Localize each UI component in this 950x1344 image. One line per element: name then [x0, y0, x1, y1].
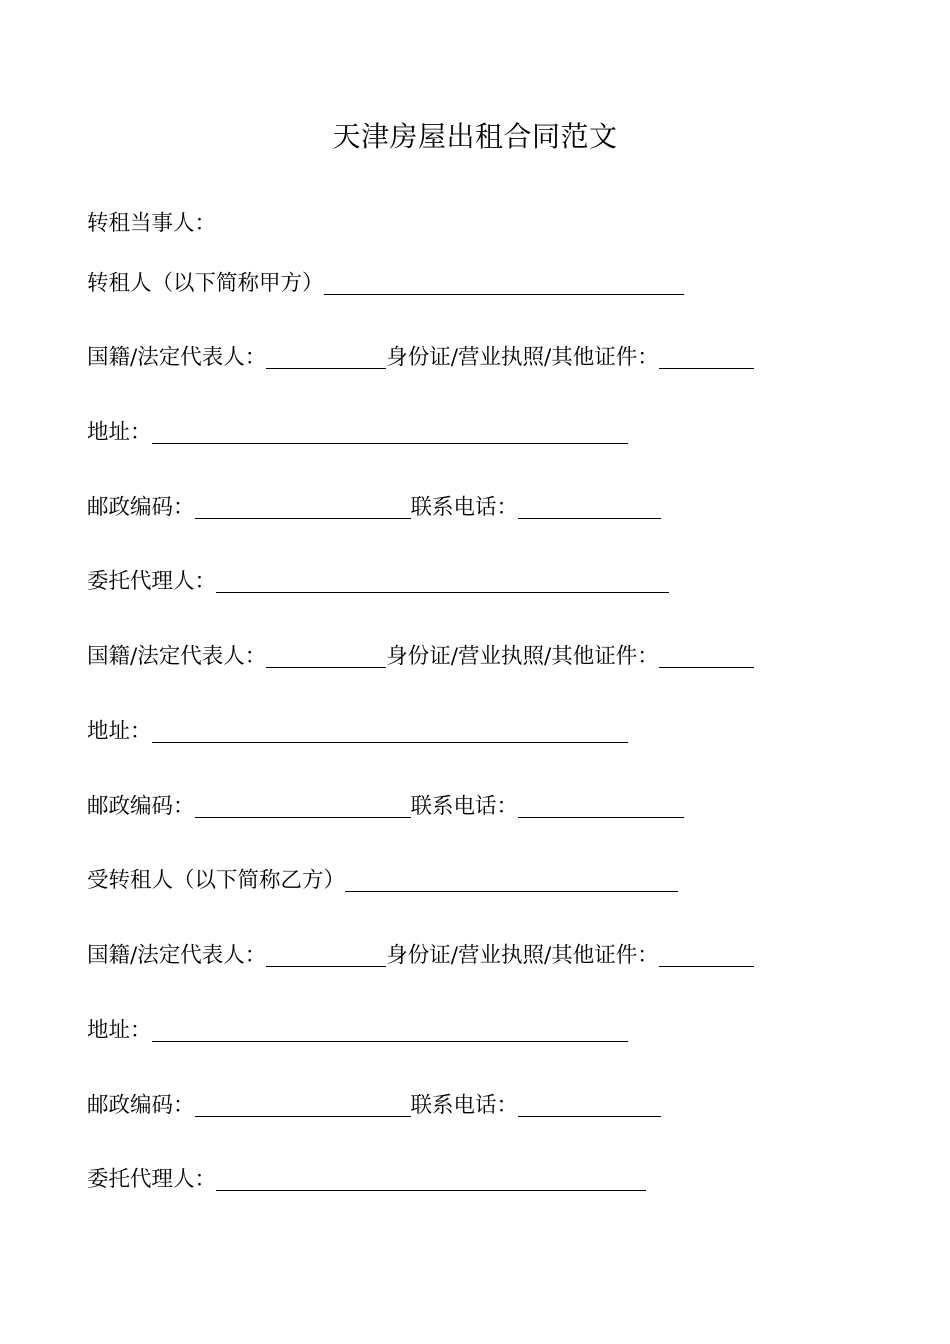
field-label: 转租人（以下简称甲方）: [87, 271, 324, 296]
fill-in-blank[interactable]: [152, 1015, 628, 1042]
field-label: 身份证/营业执照/其他证件：: [386, 345, 659, 370]
form-line-lessor-name: [87, 265, 684, 299]
fill-in-blank[interactable]: [266, 641, 386, 668]
form-line-lessor-postcode: [87, 489, 661, 523]
field-label: 联系电话：: [410, 495, 519, 520]
fill-in-blank[interactable]: [266, 940, 386, 967]
fill-in-blank[interactable]: [195, 1090, 411, 1117]
form-line-parties-heading: [87, 205, 216, 239]
fill-in-blank[interactable]: [195, 492, 411, 519]
fill-in-blank[interactable]: [216, 1164, 646, 1191]
fill-in-blank[interactable]: [266, 342, 386, 369]
fill-in-blank[interactable]: [324, 268, 684, 295]
field-label: 联系电话：: [410, 1093, 519, 1118]
form-line-agent-address: [87, 713, 628, 747]
fill-in-blank[interactable]: [518, 791, 684, 818]
field-label: 地址：: [87, 719, 152, 744]
field-label: 身份证/营业执照/其他证件：: [386, 943, 659, 968]
form-line-lessor-address: [87, 414, 628, 448]
field-label: 国籍/法定代表人：: [87, 943, 267, 968]
field-label: 邮政编码：: [87, 495, 195, 520]
form-line-lessee-agent: [87, 1161, 646, 1195]
form-line-lessee-nationality: [87, 937, 754, 971]
fill-in-blank[interactable]: [659, 342, 754, 369]
field-label: 委托代理人：: [87, 1167, 217, 1192]
form-line-agent-nationality: [87, 638, 754, 672]
field-label: 地址：: [87, 420, 152, 445]
fill-in-blank[interactable]: [518, 492, 661, 519]
fill-in-blank[interactable]: [518, 1090, 661, 1117]
field-label: 国籍/法定代表人：: [87, 345, 267, 370]
form-line-agent-postcode: [87, 788, 684, 822]
field-label: 委托代理人：: [87, 569, 217, 594]
form-line-lessor-nationality: [87, 339, 754, 373]
fill-in-blank[interactable]: [216, 566, 669, 593]
document-title: 天津房屋出租合同范文: [332, 120, 618, 153]
fill-in-blank[interactable]: [152, 716, 628, 743]
form-line-lessor-agent: [87, 563, 669, 597]
form-line-lessee-address: [87, 1012, 628, 1046]
field-label: 邮政编码：: [87, 1093, 195, 1118]
fill-in-blank[interactable]: [195, 791, 411, 818]
field-label: 受转租人（以下简称乙方）: [87, 868, 346, 893]
fill-in-blank[interactable]: [152, 417, 628, 444]
field-label: 国籍/法定代表人：: [87, 644, 267, 669]
fill-in-blank[interactable]: [345, 865, 678, 892]
fill-in-blank[interactable]: [659, 641, 754, 668]
form-line-lessee-name: [87, 862, 678, 896]
fill-in-blank[interactable]: [659, 940, 754, 967]
field-label: 邮政编码：: [87, 794, 195, 819]
field-label: 转租当事人：: [87, 211, 217, 236]
field-label: 身份证/营业执照/其他证件：: [386, 644, 659, 669]
field-label: 联系电话：: [410, 794, 519, 819]
field-label: 地址：: [87, 1018, 152, 1043]
form-line-lessee-postcode: [87, 1087, 661, 1121]
